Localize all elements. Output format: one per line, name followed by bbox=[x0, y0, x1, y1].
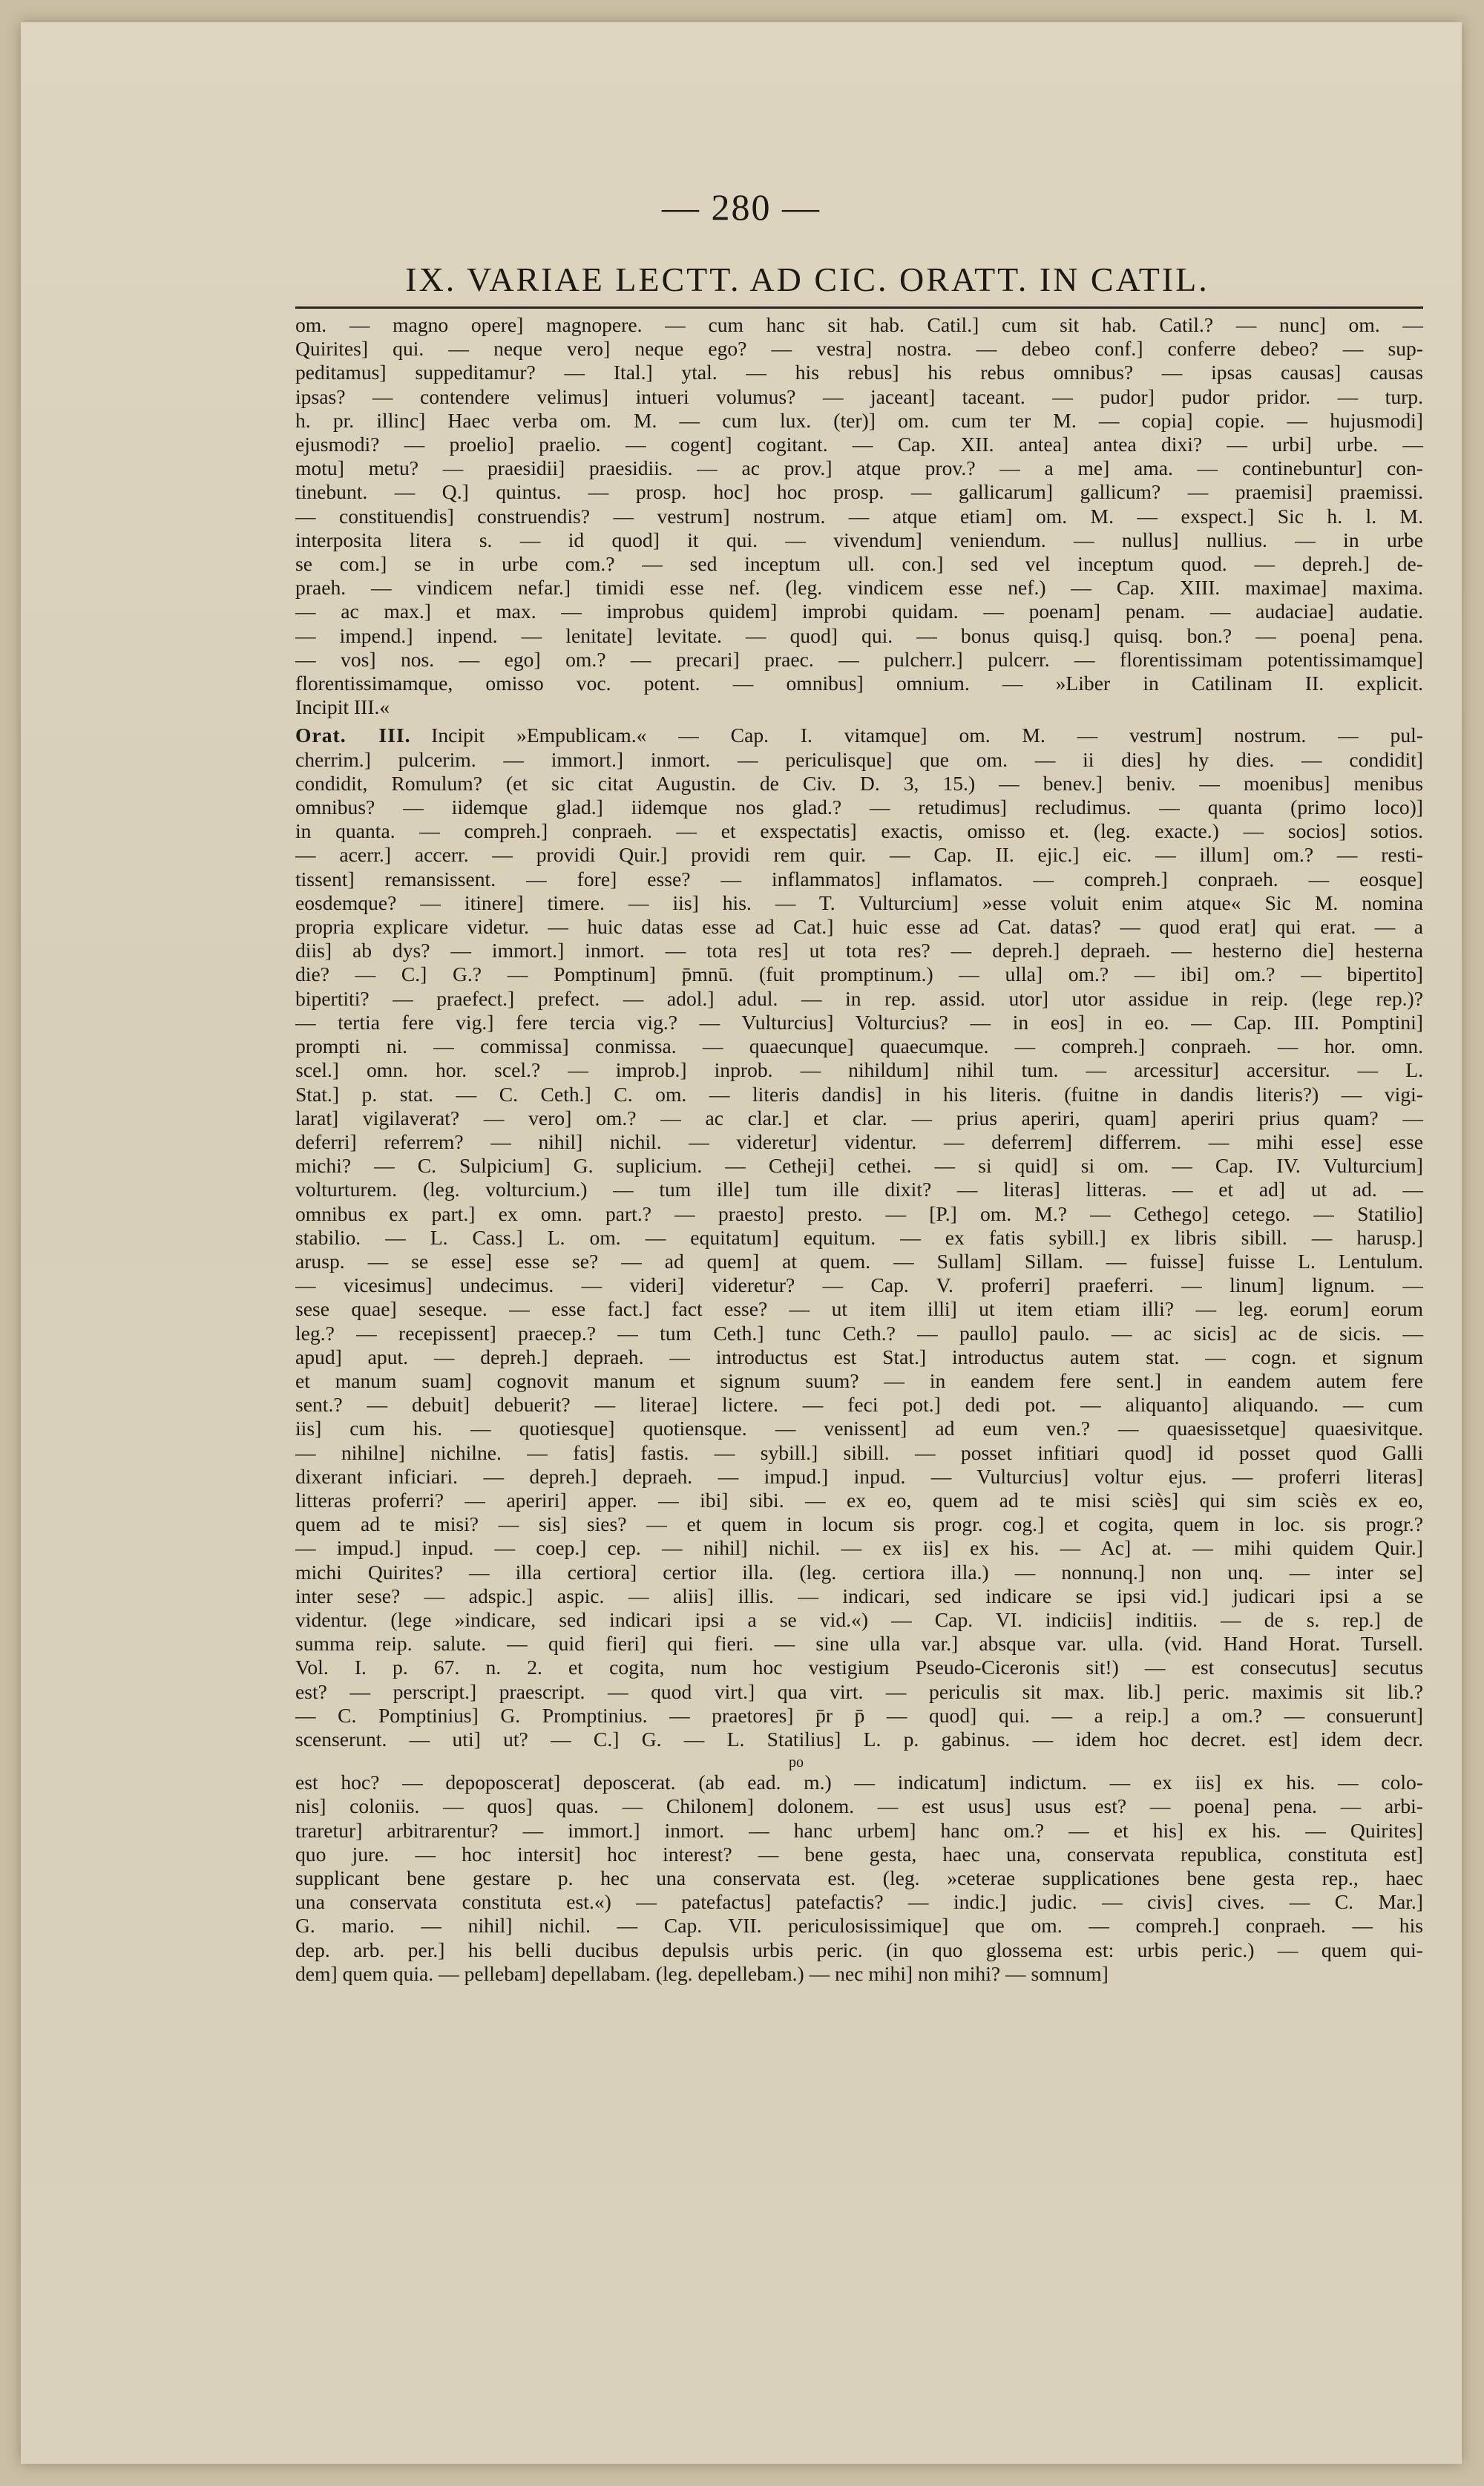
text-line: G. mario. — nihil] nichil. — Cap. VII. periculosissimique] que om. — compreh.] conpraeh. — his bbox=[295, 1914, 1423, 1938]
text-line: una conservata constituta est.«) — patefactus] patefactis? — indic.] judic. — civis] cives. — C. Mar.] bbox=[295, 1890, 1423, 1914]
text-line: propria explicare videtur. — huic datas esse ad Cat.] huic esse ad Cat. datas? — quod erat] qui erat. — a bbox=[295, 915, 1423, 939]
text-line: Stat.] p. stat. — C. Ceth.] C. om. — literis dandis] in his literis. (fuitne in dandis literis?) — vigi- bbox=[295, 1082, 1423, 1106]
text-line: die? — C.] G.? — Pomptinum] p̄mnū. (fuit promptinum.) — ulla] om.? — ibi] om.? — bipertito] bbox=[295, 962, 1423, 986]
text-line: eosdemque? — itinere] timere. — iis] his. — T. Vulturcium] »esse voluit enim atque« Sic M. nomina bbox=[295, 891, 1423, 914]
text-line: — acerr.] accerr. — providi Quir.] providi rem quir. — Cap. II. ejic.] eic. — illum] om.? — resti- bbox=[295, 843, 1423, 867]
text-line: michi Quirites? — illa certiora] certior illa. (leg. certiora illa.) — nonnunq.] non unq. — inter se] bbox=[295, 1560, 1423, 1584]
book-page bbox=[21, 22, 1462, 2464]
text-line: larat] vigilaverat? — vero] om.? — ac clar.] et clar. — prius aperiri, quam] aperiri prius quam? — bbox=[295, 1106, 1423, 1129]
text-line: litteras proferri? — aperiri] apper. — ibi] sibi. — ex eo, quem ad te misi sciès] qui sim sciès ex eo, bbox=[295, 1488, 1423, 1512]
text-line: quem ad te misi? — sis] sies? — et quem in locum sis progr. cog.] et cogita, quem in loc. sis progr.? bbox=[295, 1512, 1423, 1536]
text-line: bipertiti? — praefect.] prefect. — adol.] adul. — in rep. assid. utor] utor assidue in reip. (lege rep.)? bbox=[295, 986, 1423, 1010]
text-line: leg.? — recepissent] praecep.? — tum Ceth.] tunc Ceth.? — paullo] paulo. — ac sicis] ac de sicis. — bbox=[295, 1321, 1423, 1345]
text-line: h. pr. illinc] Haec verba om. M. — cum lux. (ter)] om. cum ter M. — copia] copie. — hujusmodi] bbox=[295, 408, 1423, 432]
text-line: tissent] remansissent. — fore] esse? — inflammatos] inflamatos. — compreh.] conpraeh. — eosque] bbox=[295, 867, 1423, 891]
text-line: peditamus] suppeditamur? — Ital.] ytal. — his rebus] his rebus omnibus? — ipsas causas] causas bbox=[295, 361, 1423, 384]
text-line: summa reip. salute. — quid fieri] qui fieri. — sine ulla var.] absque var. ulla. (vid. Hand Horat. Tursell. bbox=[295, 1632, 1423, 1656]
text-line: volturturem. (leg. volturcium.) — tum ille] tum ille dixit? — literas] litteras. — et ad] ut ad. — bbox=[295, 1178, 1423, 1201]
text-line: traretur] arbitrarentur? — immort.] inmort. — hanc urbem] hanc om.? — et his] ex his. — Quirites] bbox=[295, 1818, 1423, 1842]
text-line: stabilio. — L. Cass.] L. om. — equitatum] equitum. — ex fatis sybill.] ex libris sibill. — harusp.] bbox=[295, 1225, 1423, 1249]
text-line-rest: Incipit »Empublicam.« — Cap. I. vitamque] om. M. — vestrum] nostrum. — pul- bbox=[431, 724, 1423, 747]
text-line: diis] ab dys? — immort.] inmort. — tota res] ut tota res? — depreh.] depraeh. — hesterno die] hesterna bbox=[295, 939, 1423, 962]
page-number: — 280 — bbox=[662, 186, 821, 228]
text-line: inter sese? — adspic.] aspic. — aliis] illis. — indicari, sed indicare se ipsi vid.] judicari ipsi a se bbox=[295, 1584, 1423, 1607]
text-line: quo jure. — hoc intersit] hoc interest? — bene gesta, haec una, conservata republica, constituta est] bbox=[295, 1842, 1423, 1866]
text-line: Vol. I. p. 67. n. 2. et cogita, num hoc vestigium Pseudo-Ciceronis sit!) — est consecutus] secutus bbox=[295, 1656, 1423, 1679]
text-line: condidit, Romulum? (et sic citat Augustin. de Civ. D. 3, 15.) — benev.] beniv. — moenibus] menibus bbox=[295, 771, 1423, 795]
text-line: — constituendis] construendis? — vestrum] nostrum. — atque etiam] om. M. — exspect.] Sic h. l. M. bbox=[295, 504, 1423, 528]
text-line: — impend.] inpend. — lenitate] levitate. — quod] qui. — bonus quisq.] quisq. bon.? — poena] pena. bbox=[295, 623, 1423, 647]
text-line: — tertia fere vig.] fere tercia vig.? — Vulturcius] Volturcius? — in eos] in eo. — Cap. III. Pomptini] bbox=[295, 1010, 1423, 1034]
text-line: interposita litera s. — id quod] it qui. — vivendum] veniendum. — nullus] nullius. — in urbe bbox=[295, 528, 1423, 551]
text-line: — nihilne] nichilne. — fatis] fastis. — sybill.] sibill. — posset infitiari quod] id posset quod Galli bbox=[295, 1440, 1423, 1464]
running-head: IX. VARIAE LECTT. AD CIC. ORATT. IN CATIL. bbox=[405, 260, 1209, 298]
text-line: scel.] omn. hor. scel.? — improb.] inprob. — nihildum] nihil tum. — arcessitur] accersitur. — L. bbox=[295, 1058, 1423, 1082]
text-line: omnibus? — iidemque glad.] iidemque nos glad.? — retudimus] recludimus. — quanta (primo loco)] bbox=[295, 796, 1423, 819]
text-line: omnibus ex part.] ex omn. part.? — praesto] presto. — [P.] om. M.? — Cethego] cetego. — Statilio] bbox=[295, 1201, 1423, 1225]
paragraph-orat-iii-variants bbox=[295, 724, 1423, 1986]
text-line: dixerant inficiari. — depreh.] depraeh. — impud.] inpud. — Vulturcius] voltur ejus. — proferri literas] bbox=[295, 1464, 1423, 1488]
text-line: Quirites] qui. — neque vero] neque ego? — vestra] nostra. — debeo conf.] conferre debeo? — sup- bbox=[295, 337, 1423, 361]
header-rule bbox=[295, 306, 1423, 309]
text-line: videntur. (lege »indicare, sed indicari ipsi a se vid.«) — Cap. VI. indiciis] inditiis. — de s. rep.] de bbox=[295, 1607, 1423, 1631]
text-line: praeh. — vindicem nefar.] timidi esse nef. (leg. vindicem esse nef.) — Cap. XIII. maximae] maxima. bbox=[295, 576, 1423, 600]
text-line: michi? — C. Sulpicium] G. suplicium. — Cetheji] cethei. — si quid] si om. — Cap. IV. Vulturcium] bbox=[295, 1154, 1423, 1178]
text-line: — C. Pomptinius] G. Promptinius. — praetores] p̄r p̄ — quod] qui. — a reip.] a om.? — consuerunt] bbox=[295, 1703, 1423, 1727]
text-line: cherrim.] pulcerim. — immort.] inmort. — periculisque] que om. — ii dies] hy dies. — condidit] bbox=[295, 747, 1423, 771]
text-line: — vicesimus] undecimus. — videri] videretur? — Cap. V. proferri] praeferri. — linum] lignum. — bbox=[295, 1273, 1423, 1297]
text-line: iis] cum his. — quotiesque] quotiensque. — venissent] ad eum ven.? — quaesissetque] quaesivitque. bbox=[295, 1417, 1423, 1440]
text-line: est? — perscript.] praescript. — quod virt.] qua virt. — periculis sit max. lib.] peric. maximis sit lib.? bbox=[295, 1679, 1423, 1703]
text-line: prompti ni. — commissa] conmissa. — quaecunque] quaecumque. — compreh.] conpraeh. — hor. omn. bbox=[295, 1034, 1423, 1058]
text-line: et manum suam] cognovit manum et signum suum? — in eandem fere sent.] in eandem autem fere bbox=[295, 1368, 1423, 1392]
text-line: se com.] se in urbe com.? — sed inceptum ull. con.] sed vel inceptum quod. — depreh.] de- bbox=[295, 552, 1423, 576]
text-line: scenserunt. — uti] ut? — C.] G. — L. Statilius] L. p. gabinus. — idem hoc decret. est] idem decr. bbox=[295, 1727, 1423, 1751]
text-line: dem] quem quia. — pellebam] depellabam. (leg. depellebam.) — nec mihi] non mihi? — somnum] bbox=[295, 1961, 1109, 1985]
paragraph-orat-ii-variants bbox=[295, 313, 1423, 719]
text-line: sese quae] seseque. — esse fact.] fact esse? — ut item illi] ut item etiam illi? — leg. eorum] eorum bbox=[295, 1297, 1423, 1321]
text-line: sent.? — debuit] debuerit? — literae] lictere. — feci pot.] dedi pot. — aliquanto] aliquando. — cum bbox=[295, 1393, 1423, 1417]
text-line: florentissimamque, omisso voc. potent. — omnibus] omnium. — »Liber in Catilinam II. explicit. bbox=[295, 672, 1423, 695]
text-block bbox=[295, 313, 1423, 1986]
text-line: est hoc? — depoposcerat] deposcerat. (ab ead. m.) — indicatum] indictum. — ex iis] ex his. — colo- bbox=[295, 1771, 1423, 1794]
text-line: tinebunt. — Q.] quintus. — prosp. hoc] hoc prosp. — gallicarum] gallicum? — praemisi] praemissi. bbox=[295, 480, 1423, 504]
text-line: — vos] nos. — ego] om.? — precari] praec. — pulcherr.] pulcerr. — florentissimam potentissimamque] bbox=[295, 647, 1423, 671]
text-line: supplicant bene gestare p. hec una conservata est. (leg. »ceterae supplicationes bene gesta rep., haec bbox=[295, 1866, 1423, 1889]
text-line bbox=[295, 724, 1423, 747]
section-head-orat-iii: Orat. III. bbox=[295, 724, 411, 747]
text-line: arusp. — se esse] esse se? — ad quem] at quem. — Sullam] Sillam. — fuisse] fuisse L. Lentulum. bbox=[295, 1249, 1423, 1273]
text-line: ejusmodi? — proelio] praelio. — cogent] cogitant. — Cap. XII. antea] antea dixi? — urbi] urbe. — bbox=[295, 433, 1423, 456]
text-line: dep. arb. per.] his belli ducibus depulsis urbis peric. (in quo glossema est: urbis peric.) — quem qui- bbox=[295, 1938, 1423, 1961]
text-line: Incipit III.« bbox=[295, 695, 390, 719]
superscript-po: po bbox=[789, 1754, 804, 1771]
text-line: in quanta. — compreh.] conpraeh. — et exspectatis] exactis, omisso et. (leg. exacte.) — socios] sotios. bbox=[295, 819, 1423, 843]
text-line: — ac max.] et max. — improbus quidem] improbi quidam. — poenam] penam. — audaciae] audatie. bbox=[295, 600, 1423, 623]
text-line: deferri] referrem? — nihil] nichil. — videretur] videntur. — deferrem] differrem. — mihi esse] esse bbox=[295, 1129, 1423, 1153]
text-line: nis] coloniis. — quos] quas. — Chilonem] dolonem. — est usus] usus est? — poena] pena. — arbi- bbox=[295, 1794, 1423, 1818]
text-line: apud] aput. — depreh.] depraeh. — introductus est Stat.] introductus autem stat. — cogn. et signum bbox=[295, 1345, 1423, 1368]
text-line: — impud.] inpud. — coep.] cep. — nihil] nichil. — ex iis] ex his. — Ac] at. — mihi quidem Quir.] bbox=[295, 1536, 1423, 1560]
text-line: om. — magno opere] magnopere. — cum hanc sit hab. Catil.] cum sit hab. Catil.? — nunc] om. — bbox=[295, 313, 1423, 336]
text-line: motu] metu? — praesidii] praesidiis. — ac prov.] atque prov.? — a me] ama. — continebuntur] con- bbox=[295, 456, 1423, 480]
text-line: ipsas? — contendere velimus] intueri volumus? — jaceant] taceant. — pudor] pudor pridor. — turp. bbox=[295, 384, 1423, 408]
